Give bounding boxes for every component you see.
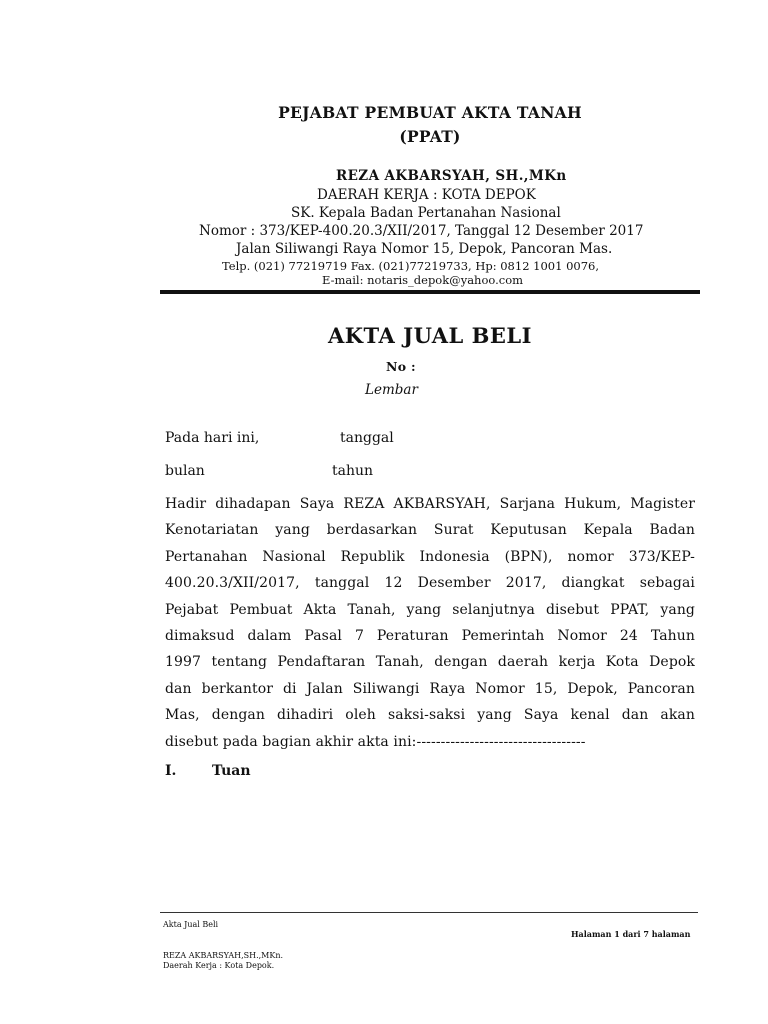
month-label: bulan <box>165 463 205 479</box>
paragraph-line: disebut pada bagian akhir akta ini:----------------------------------- <box>165 733 586 750</box>
year-label: tahun <box>332 463 374 479</box>
office-address: Jalan Siliwangi Raya Nomor 15, Depok, Pancoran Mas. <box>236 241 613 257</box>
sheet-label: Lembar <box>365 382 418 398</box>
day-label: Pada hari ini, <box>165 430 260 446</box>
paragraph-line: Pejabat Pembuat Akta Tanah, yang selanjutnya disebut PPAT, yang <box>165 601 695 618</box>
document-number-label: No : <box>386 359 416 374</box>
section-label: Tuan <box>212 763 251 779</box>
paragraph-line: Pertanahan Nasional Republik Indonesia (BPN), nomor 373/KEP- <box>165 548 695 565</box>
header-divider <box>160 290 700 294</box>
decree-number: Nomor : 373/KEP-400.20.3/XII/2017, Tanggal 12 Desember 2017 <box>199 223 644 239</box>
paragraph-line: 1997 tentang Pendaftaran Tanah, dengan daerah kerja Kota Depok <box>165 654 695 671</box>
office-title: PEJABAT PEMBUAT AKTA TANAH <box>278 103 582 122</box>
paragraph-line: dimaksud dalam Pasal 7 Peraturan Pemerintah Nomor 24 Tahun <box>165 628 695 645</box>
date-label: tanggal <box>340 430 394 446</box>
footer-work-area: Daerah Kerja : Kota Depok. <box>163 961 275 970</box>
paragraph-line: Kenotariatan yang berdasarkan Surat Keputusan Kepala Badan <box>165 522 695 539</box>
paragraph-line: Hadir dihadapan Saya REZA AKBARSYAH, Sarjana Hukum, Magister <box>165 496 695 512</box>
phone-fax: Telp. (021) 77219719 Fax. (021)77219733, Hp: 0812 1001 0076, <box>222 259 600 273</box>
footer-doc-name: Akta Jual Beli <box>163 920 219 929</box>
opening-paragraph <box>165 491 695 755</box>
paragraph-line: Mas, dengan dihadiri oleh saksi-saksi yang Saya kenal dan akan <box>165 707 695 724</box>
footer-official-name: REZA AKBARSYAH,SH.,MKn. <box>163 951 284 960</box>
official-name: REZA AKBARSYAH, SH.,MKn <box>336 168 567 184</box>
office-abbrev: (PPAT) <box>399 127 461 146</box>
footer-divider <box>160 912 698 913</box>
document-title: AKTA JUAL BELI <box>328 323 532 348</box>
footer-page-info: Halaman 1 dari 7 halaman <box>571 929 691 939</box>
email-line: E-mail: notaris_depok@yahoo.com <box>322 273 524 287</box>
decree-issuer: SK. Kepala Badan Pertanahan Nasional <box>291 205 561 221</box>
section-number: I. <box>165 763 177 779</box>
paragraph-line: 400.20.3/XII/2017, tanggal 12 Desember 2017, diangkat sebagai <box>165 575 695 592</box>
paragraph-line: dan berkantor di Jalan Siliwangi Raya Nomor 15, Depok, Pancoran <box>165 680 695 697</box>
work-area: DAERAH KERJA : KOTA DEPOK <box>317 187 536 203</box>
